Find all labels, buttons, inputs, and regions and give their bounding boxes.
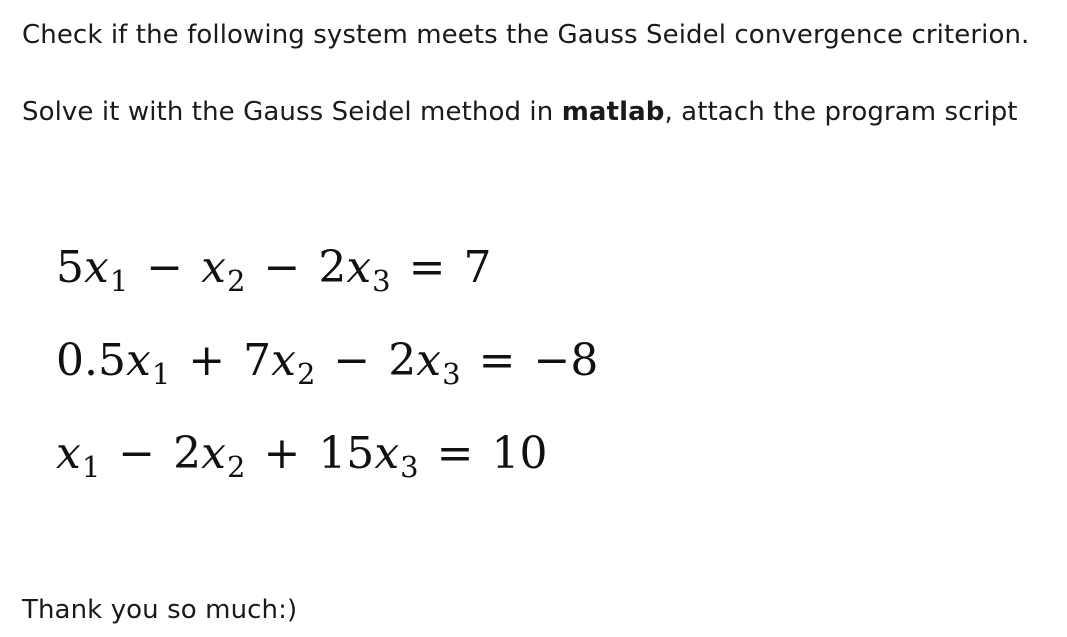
equation-3-var-2: x <box>201 428 226 479</box>
equation-1-sub-2: 2 <box>226 264 246 298</box>
equation-2-term-2 <box>243 335 316 391</box>
question-text: Check if the following system meets the Gauss Seidel convergence criterion. <box>22 20 1030 50</box>
equation-3-var-3: x <box>374 428 400 479</box>
equation-2-var-2: x <box>271 335 296 386</box>
equation-1-coef-1: 5 <box>56 242 84 293</box>
equation-3-sub-2: 2 <box>226 450 246 484</box>
equation-3-sub-3: 3 <box>400 450 419 484</box>
equation-1-term-2 <box>201 242 246 298</box>
equation-2-sub-1: 1 <box>151 357 171 391</box>
instruction-prefix: Solve it with the Gauss Seidel method in <box>22 97 562 127</box>
equation-3 <box>56 426 547 486</box>
equation-2-equals: = <box>478 335 516 386</box>
equation-2-coef-1: 0.5 <box>56 335 126 386</box>
instruction-text <box>22 95 1018 129</box>
equation-3-coef-3: 15 <box>318 428 375 479</box>
closing-text: Thank you so much:) <box>22 595 298 625</box>
equation-1-var-3: x <box>346 242 372 293</box>
equation-1-sub-3: 3 <box>372 264 391 298</box>
equation-2 <box>56 333 598 393</box>
equation-3-var-1: x <box>56 428 81 479</box>
equation-2-rhs: −8 <box>533 335 599 386</box>
equation-3-op-1: − <box>118 428 156 479</box>
equation-1-sub-1: 1 <box>109 264 129 298</box>
equation-3-sub-1: 1 <box>81 450 101 484</box>
equation-1-var-1: x <box>84 242 109 293</box>
equation-3-term-2 <box>173 428 246 484</box>
equation-1-var-2: x <box>201 242 226 293</box>
equation-2-term-3 <box>388 335 461 391</box>
equation-1-op-1: − <box>146 242 184 293</box>
equation-2-op-2: − <box>333 335 371 386</box>
equation-1-op-2: − <box>263 242 301 293</box>
equation-1-equals: = <box>408 242 446 293</box>
equation-2-sub-2: 2 <box>296 357 316 391</box>
equation-3-equals: = <box>436 428 474 479</box>
equation-1-term-3 <box>318 242 391 298</box>
equation-3-term-1 <box>56 428 101 484</box>
equation-3-term-3 <box>318 428 419 484</box>
equation-3-op-2: + <box>263 428 301 479</box>
equation-3-rhs: 10 <box>491 428 548 479</box>
equation-3-coef-2: 2 <box>173 428 202 479</box>
equation-1 <box>56 240 491 300</box>
equation-2-sub-3: 3 <box>442 357 461 391</box>
equation-2-coef-3: 2 <box>388 335 417 386</box>
equation-2-var-3: x <box>416 335 442 386</box>
equation-2-term-1 <box>56 335 171 391</box>
equation-2-op-1: + <box>188 335 226 386</box>
equation-1-term-1 <box>56 242 129 298</box>
instruction-suffix: , attach the program script <box>664 97 1018 127</box>
equation-2-coef-2: 7 <box>243 335 272 386</box>
instruction-bold-matlab: matlab <box>561 97 665 127</box>
equation-2-var-1: x <box>125 335 151 386</box>
equation-1-rhs: 7 <box>463 242 492 293</box>
equation-1-coef-3: 2 <box>318 242 347 293</box>
